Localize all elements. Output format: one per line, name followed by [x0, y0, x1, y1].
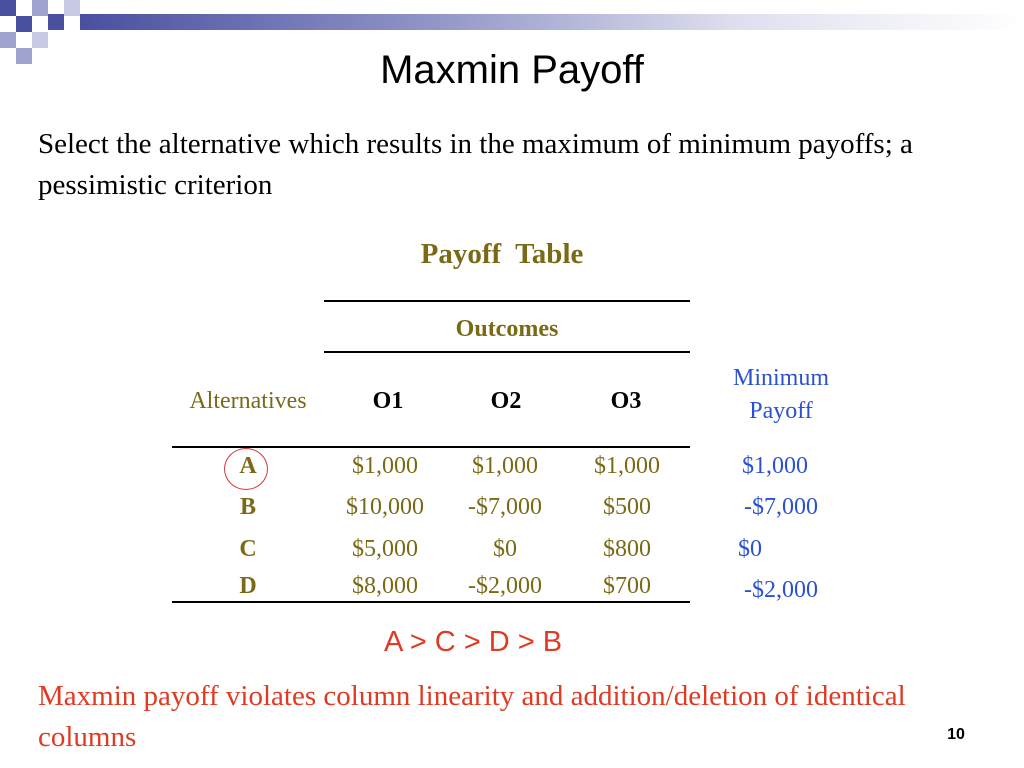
ranking-text: A > C > D > B: [383, 626, 563, 658]
row-alt-a: A: [239, 453, 257, 479]
column-header-o1: O1: [372, 388, 404, 414]
row-alt-b: B: [239, 494, 256, 520]
row-alt-d: D: [239, 573, 257, 599]
intro-text: Select the alternative which results in the maximum of minimum payoffs; a pessimistic criterion: [38, 128, 913, 201]
table-top-rule: [324, 300, 690, 302]
cell-a-o3: $1,000: [594, 453, 660, 479]
cell-a-min: $1,000: [742, 453, 808, 479]
corner-square-6: [0, 32, 16, 48]
cell-d-min: -$2,000: [744, 577, 818, 603]
alternatives-header: Alternatives: [189, 388, 307, 414]
cell-d-o1: $8,000: [352, 573, 418, 599]
slide-title: Maxmin Payoff: [380, 48, 644, 92]
outcomes-rule: [324, 351, 690, 353]
corner-square-4: [48, 14, 64, 30]
row-alt-c: C: [239, 536, 257, 562]
page-number: 10: [947, 726, 965, 743]
cell-c-min: $0: [738, 536, 762, 562]
corner-square-3: [32, 0, 48, 16]
minimum-header-line1: Minimum: [732, 365, 829, 391]
title-bar-decoration: [80, 14, 1024, 30]
minimum-header-line2: Payoff: [749, 398, 813, 424]
cell-b-min: -$7,000: [744, 494, 818, 520]
table-title: Payoff Table: [420, 238, 584, 270]
corner-square-1: [0, 0, 16, 16]
note-text: Maxmin payoff violates column linearity and addition/deletion of identical columns: [38, 680, 906, 753]
cell-a-o1: $1,000: [352, 453, 418, 479]
selected-alternative-circle: [224, 448, 268, 490]
column-header-o2: O2: [490, 388, 522, 414]
corner-square-2: [16, 16, 32, 32]
cell-c-o1: $5,000: [352, 536, 418, 562]
cell-b-o3: $500: [603, 494, 651, 520]
column-header-o3: O3: [610, 388, 642, 414]
cell-d-o2: -$2,000: [468, 573, 542, 599]
cell-c-o2: $0: [493, 536, 517, 562]
cell-b-o2: -$7,000: [468, 494, 542, 520]
corner-square-5: [64, 0, 80, 16]
cell-d-o3: $700: [603, 573, 651, 599]
cell-b-o1: $10,000: [346, 494, 424, 520]
corner-square-7: [32, 32, 48, 48]
cell-c-o3: $800: [603, 536, 651, 562]
outcomes-header: Outcomes: [455, 316, 559, 342]
cell-a-o2: $1,000: [472, 453, 538, 479]
table-bottom-rule: [172, 601, 690, 603]
